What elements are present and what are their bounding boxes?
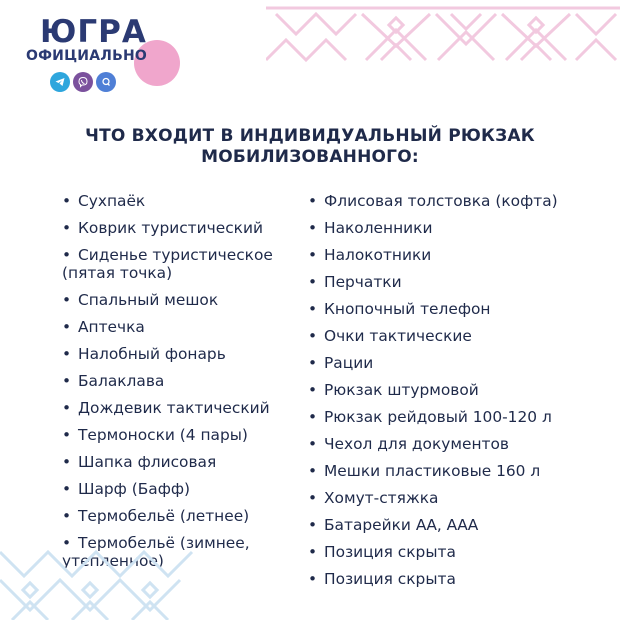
- list-item: • Сухпаёк: [62, 192, 146, 210]
- list-item: • Аптечка: [62, 318, 145, 336]
- left-item-list: [62, 192, 312, 579]
- list-item: • Дождевик тактический: [62, 399, 270, 417]
- list-item: • Рюкзак рейдовый 100-120 л: [308, 408, 552, 426]
- list-item: • Шапка флисовая: [62, 453, 217, 471]
- list-item: • Рюкзак штурмовой: [308, 381, 479, 399]
- ok-icon[interactable]: [96, 72, 116, 92]
- list-item: • Наколенники: [308, 219, 433, 237]
- list-item: • Коврик туристический: [62, 219, 263, 237]
- heading-line-1: ЧТО ВХОДИТ В ИНДИВИДУАЛЬНЫЙ РЮКЗАК: [85, 126, 535, 146]
- ornament-top: [266, 0, 620, 66]
- right-item-list: [308, 192, 608, 597]
- list-item: • Мешки пластиковые 160 л: [308, 462, 541, 480]
- list-item: • Позиция скрыта: [308, 570, 456, 588]
- list-item: • Шарф (Бафф): [62, 480, 191, 498]
- heading-line-2: МОБИЛИЗОВАННОГО:: [201, 147, 419, 167]
- list-item: • Сиденье туристическое (пятая точка): [62, 246, 273, 282]
- telegram-icon[interactable]: [50, 72, 70, 92]
- list-item: • Налобный фонарь: [62, 345, 226, 363]
- list-item: • Термобельё (зимнее, утепленное): [62, 534, 250, 570]
- list-item: • Чехол для документов: [308, 435, 509, 453]
- list-item: • Хомут-стяжка: [308, 489, 439, 507]
- list-item: • Термобельё (летнее): [62, 507, 250, 525]
- page-heading: [40, 126, 580, 168]
- social-icons: [50, 72, 116, 92]
- list-item: • Налокотники: [308, 246, 432, 264]
- brand-subtitle: ОФИЦИАЛЬНО: [26, 48, 147, 64]
- list-item: • Рации: [308, 354, 374, 372]
- viber-icon[interactable]: [73, 72, 93, 92]
- brand-title: ЮГРА: [40, 14, 147, 50]
- list-item: • Кнопочный телефон: [308, 300, 491, 318]
- list-item: • Балаклава: [62, 372, 165, 390]
- list-item: • Спальный мешок: [62, 291, 219, 309]
- list-item: • Позиция скрыта: [308, 543, 456, 561]
- list-item: • Термоноски (4 пары): [62, 426, 248, 444]
- list-item: • Флисовая толстовка (кофта): [308, 192, 558, 210]
- list-item: • Батарейки АА, ААА: [308, 516, 479, 534]
- list-item: • Очки тактические: [308, 327, 472, 345]
- brand-logo: [26, 14, 166, 104]
- ornament-bottom: [0, 540, 200, 620]
- list-item: • Перчатки: [308, 273, 402, 291]
